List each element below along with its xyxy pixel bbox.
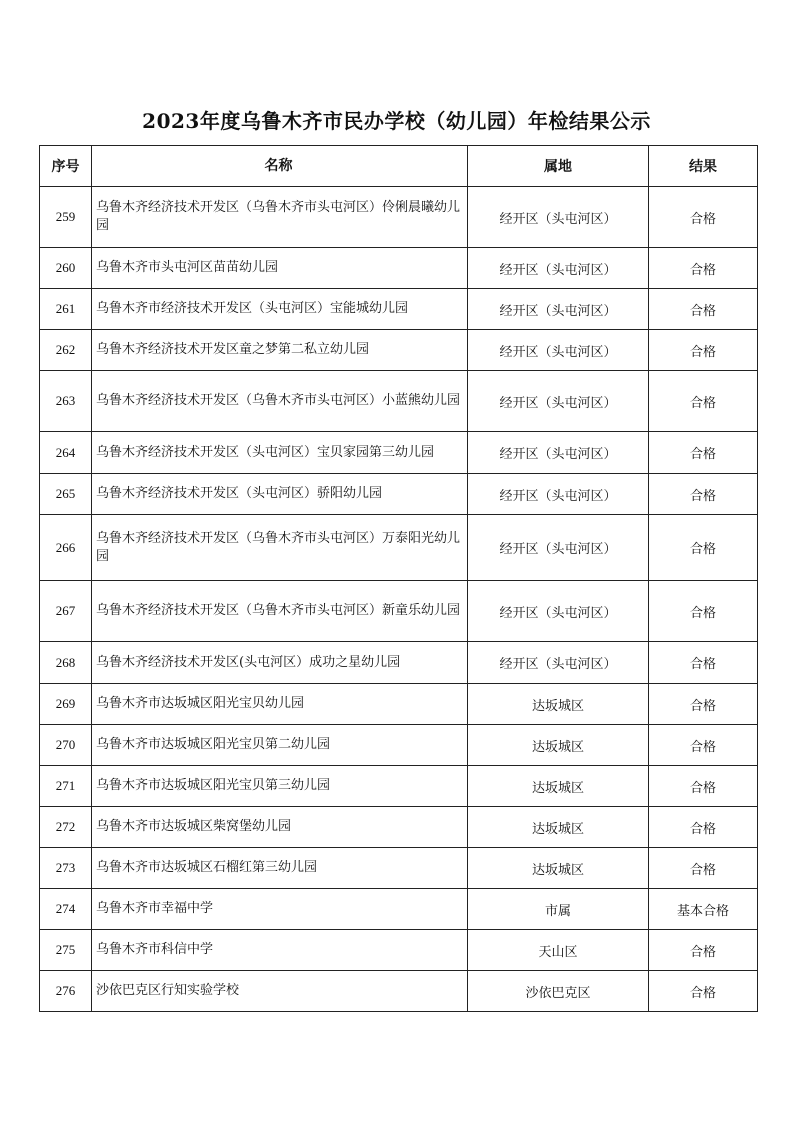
row-name: 乌鲁木齐经济技术开发区（头屯河区）骄阳幼儿园 — [92, 474, 468, 515]
row-result: 合格 — [649, 930, 758, 971]
row-name: 乌鲁木齐经济技术开发区（乌鲁木齐市头屯河区）万泰阳光幼儿园 — [92, 515, 468, 581]
row-location: 经开区（头屯河区） — [468, 515, 649, 581]
row-name: 乌鲁木齐市达坂城区阳光宝贝第二幼儿园 — [92, 725, 468, 766]
row-name: 乌鲁木齐市头屯河区苗苗幼儿园 — [92, 248, 468, 289]
row-result: 合格 — [649, 474, 758, 515]
row-number: 268 — [40, 642, 92, 684]
row-name: 乌鲁木齐市达坂城区阳光宝贝第三幼儿园 — [92, 766, 468, 807]
row-name: 乌鲁木齐市达坂城区柴窝堡幼儿园 — [92, 807, 468, 848]
column-header-no: 序号 — [40, 146, 92, 187]
row-number: 269 — [40, 684, 92, 725]
table-row — [40, 515, 758, 581]
row-name: 乌鲁木齐市达坂城区阳光宝贝幼儿园 — [92, 684, 468, 725]
row-location: 经开区（头屯河区） — [468, 581, 649, 642]
row-number: 267 — [40, 581, 92, 642]
row-location: 达坂城区 — [468, 848, 649, 889]
table-row — [40, 371, 758, 432]
table-row — [40, 766, 758, 807]
row-number: 273 — [40, 848, 92, 889]
table-row — [40, 642, 758, 684]
row-name: 乌鲁木齐经济技术开发区童之梦第二私立幼儿园 — [92, 330, 468, 371]
row-result: 合格 — [649, 581, 758, 642]
row-location: 市属 — [468, 889, 649, 930]
row-result: 合格 — [649, 371, 758, 432]
row-location: 达坂城区 — [468, 684, 649, 725]
column-header-name: 名称 — [92, 146, 468, 187]
row-result: 合格 — [649, 725, 758, 766]
row-location: 经开区（头屯河区） — [468, 474, 649, 515]
row-name: 乌鲁木齐经济技术开发区（乌鲁木齐市头屯河区）小蓝熊幼儿园 — [92, 371, 468, 432]
row-result: 合格 — [649, 642, 758, 684]
row-location: 经开区（头屯河区） — [468, 432, 649, 474]
row-result: 基本合格 — [649, 889, 758, 930]
row-result: 合格 — [649, 848, 758, 889]
row-number: 270 — [40, 725, 92, 766]
table-row — [40, 930, 758, 971]
row-result: 合格 — [649, 766, 758, 807]
row-number: 260 — [40, 248, 92, 289]
row-number: 261 — [40, 289, 92, 330]
row-result: 合格 — [649, 807, 758, 848]
row-number: 276 — [40, 971, 92, 1012]
row-location: 经开区（头屯河区） — [468, 248, 649, 289]
row-name: 乌鲁木齐经济技术开发区(头屯河区）成功之星幼儿园 — [92, 642, 468, 684]
row-result: 合格 — [649, 289, 758, 330]
results-table — [39, 145, 758, 1012]
row-number: 275 — [40, 930, 92, 971]
row-number: 271 — [40, 766, 92, 807]
row-location: 经开区（头屯河区） — [468, 289, 649, 330]
row-result: 合格 — [649, 515, 758, 581]
row-location: 沙依巴克区 — [468, 971, 649, 1012]
row-result: 合格 — [649, 432, 758, 474]
row-result: 合格 — [649, 187, 758, 248]
row-name: 乌鲁木齐经济技术开发区（头屯河区）宝贝家园第三幼儿园 — [92, 432, 468, 474]
column-header-location: 属地 — [468, 146, 649, 187]
table-row — [40, 889, 758, 930]
row-name: 沙依巴克区行知实验学校 — [92, 971, 468, 1012]
row-location: 达坂城区 — [468, 725, 649, 766]
row-number: 272 — [40, 807, 92, 848]
row-number: 262 — [40, 330, 92, 371]
row-name: 乌鲁木齐市经济技术开发区（头屯河区）宝能城幼儿园 — [92, 289, 468, 330]
row-result: 合格 — [649, 248, 758, 289]
table-row — [40, 684, 758, 725]
row-result: 合格 — [649, 330, 758, 371]
table-row — [40, 187, 758, 248]
row-number: 266 — [40, 515, 92, 581]
row-location: 达坂城区 — [468, 807, 649, 848]
row-name: 乌鲁木齐市幸福中学 — [92, 889, 468, 930]
table-row — [40, 432, 758, 474]
table-row — [40, 725, 758, 766]
table-row — [40, 289, 758, 330]
table-row — [40, 474, 758, 515]
row-location: 天山区 — [468, 930, 649, 971]
table-row — [40, 848, 758, 889]
document-title: 2023年度乌鲁木齐市民办学校（幼儿园）年检结果公示 — [142, 109, 651, 133]
row-number: 264 — [40, 432, 92, 474]
row-location: 经开区（头屯河区） — [468, 187, 649, 248]
table-row — [40, 581, 758, 642]
row-location: 经开区（头屯河区） — [468, 642, 649, 684]
row-result: 合格 — [649, 971, 758, 1012]
row-number: 263 — [40, 371, 92, 432]
table-row — [40, 807, 758, 848]
column-header-result: 结果 — [649, 146, 758, 187]
table-row — [40, 330, 758, 371]
row-result: 合格 — [649, 684, 758, 725]
table-row — [40, 248, 758, 289]
row-number: 274 — [40, 889, 92, 930]
row-name: 乌鲁木齐市达坂城区石榴红第三幼儿园 — [92, 848, 468, 889]
row-number: 265 — [40, 474, 92, 515]
row-location: 经开区（头屯河区） — [468, 371, 649, 432]
row-name: 乌鲁木齐经济技术开发区（乌鲁木齐市头屯河区）新童乐幼儿园 — [92, 581, 468, 642]
table-row — [40, 971, 758, 1012]
row-number: 259 — [40, 187, 92, 248]
row-location: 经开区（头屯河区） — [468, 330, 649, 371]
row-name: 乌鲁木齐经济技术开发区（乌鲁木齐市头屯河区）伶俐晨曦幼儿园 — [92, 187, 468, 248]
row-location: 达坂城区 — [468, 766, 649, 807]
table-header-row — [40, 146, 758, 187]
row-name: 乌鲁木齐市科信中学 — [92, 930, 468, 971]
